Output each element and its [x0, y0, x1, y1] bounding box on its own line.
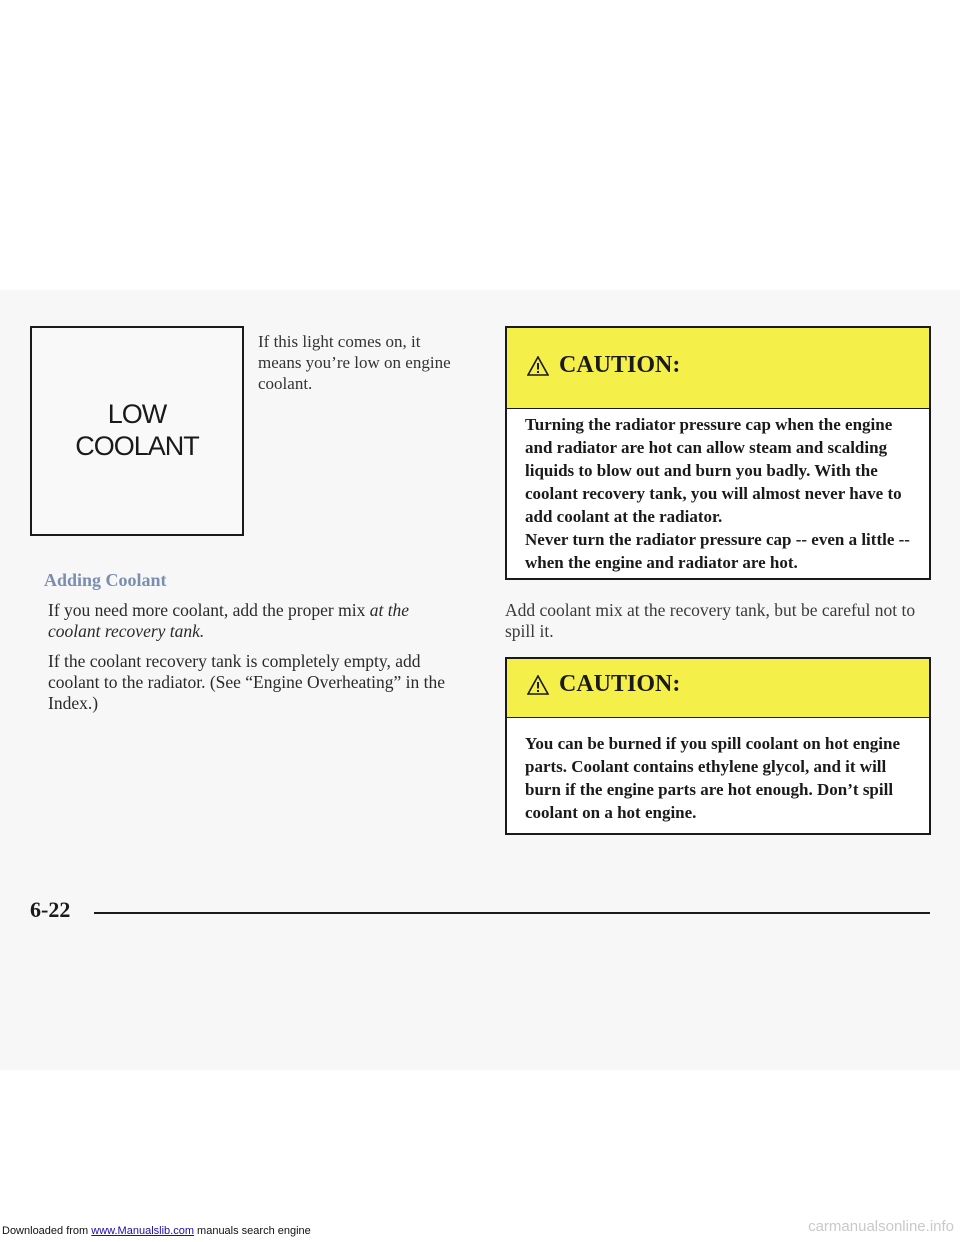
- indicator-description: If this light comes on, it means you’re low on engine coolant.: [258, 332, 451, 393]
- indicator-label: [32, 398, 242, 462]
- caution-text-1: Turning the radiator pressure cap when the engine and radiator are hot can allow steam and scalding liquids to blow out and burn you badly. With the coolant recovery tank, you will almost never have to add coolant at the radiator.: [525, 415, 902, 526]
- caution-title-text: CAUTION:: [559, 671, 681, 697]
- warning-triangle-icon: [527, 356, 549, 376]
- footer-rule: [94, 912, 930, 914]
- caution-body: [507, 718, 929, 824]
- caution-text: You can be burned if you spill coolant on hot engine parts. Coolant contains ethylene glycol, and it will burn if the engine parts are hot enough. Don’t spill coolant on a hot engine.: [525, 734, 901, 822]
- paragraph-add-mix: Add coolant mix at the recovery tank, but be careful not to spill it.: [505, 600, 916, 641]
- caution-body: [507, 409, 929, 574]
- paragraph-add-coolant: [48, 600, 458, 642]
- section-heading: Adding Coolant: [44, 570, 167, 590]
- caution-box-spill: [505, 657, 931, 835]
- caution-box-radiator-cap: [505, 326, 931, 580]
- caution-title: [527, 671, 680, 698]
- paragraph-empty-tank: If the coolant recovery tank is completely empty, add coolant to the radiator. (See “Engine Overheating” in the Index.): [48, 651, 446, 713]
- watermark: carmanualsonline.info: [808, 1218, 954, 1235]
- caution-title: [527, 352, 680, 379]
- page-number: 6-22: [30, 897, 71, 922]
- caution-text-2: Never turn the radiator pressure cap -- even a little -- when the engine and radiator are hot.: [525, 530, 910, 572]
- download-footer: [2, 1225, 311, 1237]
- manualslib-link[interactable]: www.Manualslib.com: [91, 1225, 194, 1237]
- caution-header: [507, 328, 929, 409]
- paragraph-add-coolant-text: If you need more coolant, add the proper mix: [48, 600, 370, 620]
- footer-prefix: Downloaded from: [2, 1225, 92, 1237]
- paragraph-add-coolant-emphasis: at the coolant recovery tank.: [48, 600, 410, 641]
- footer-suffix: manuals search engine: [193, 1225, 311, 1237]
- indicator-line-1: LOW: [107, 399, 167, 429]
- caution-title-text: CAUTION:: [559, 352, 681, 378]
- caution-header: [507, 659, 929, 718]
- warning-triangle-icon: [527, 675, 549, 695]
- indicator-line-2: COOLANT: [75, 431, 199, 461]
- low-coolant-indicator: [30, 326, 244, 536]
